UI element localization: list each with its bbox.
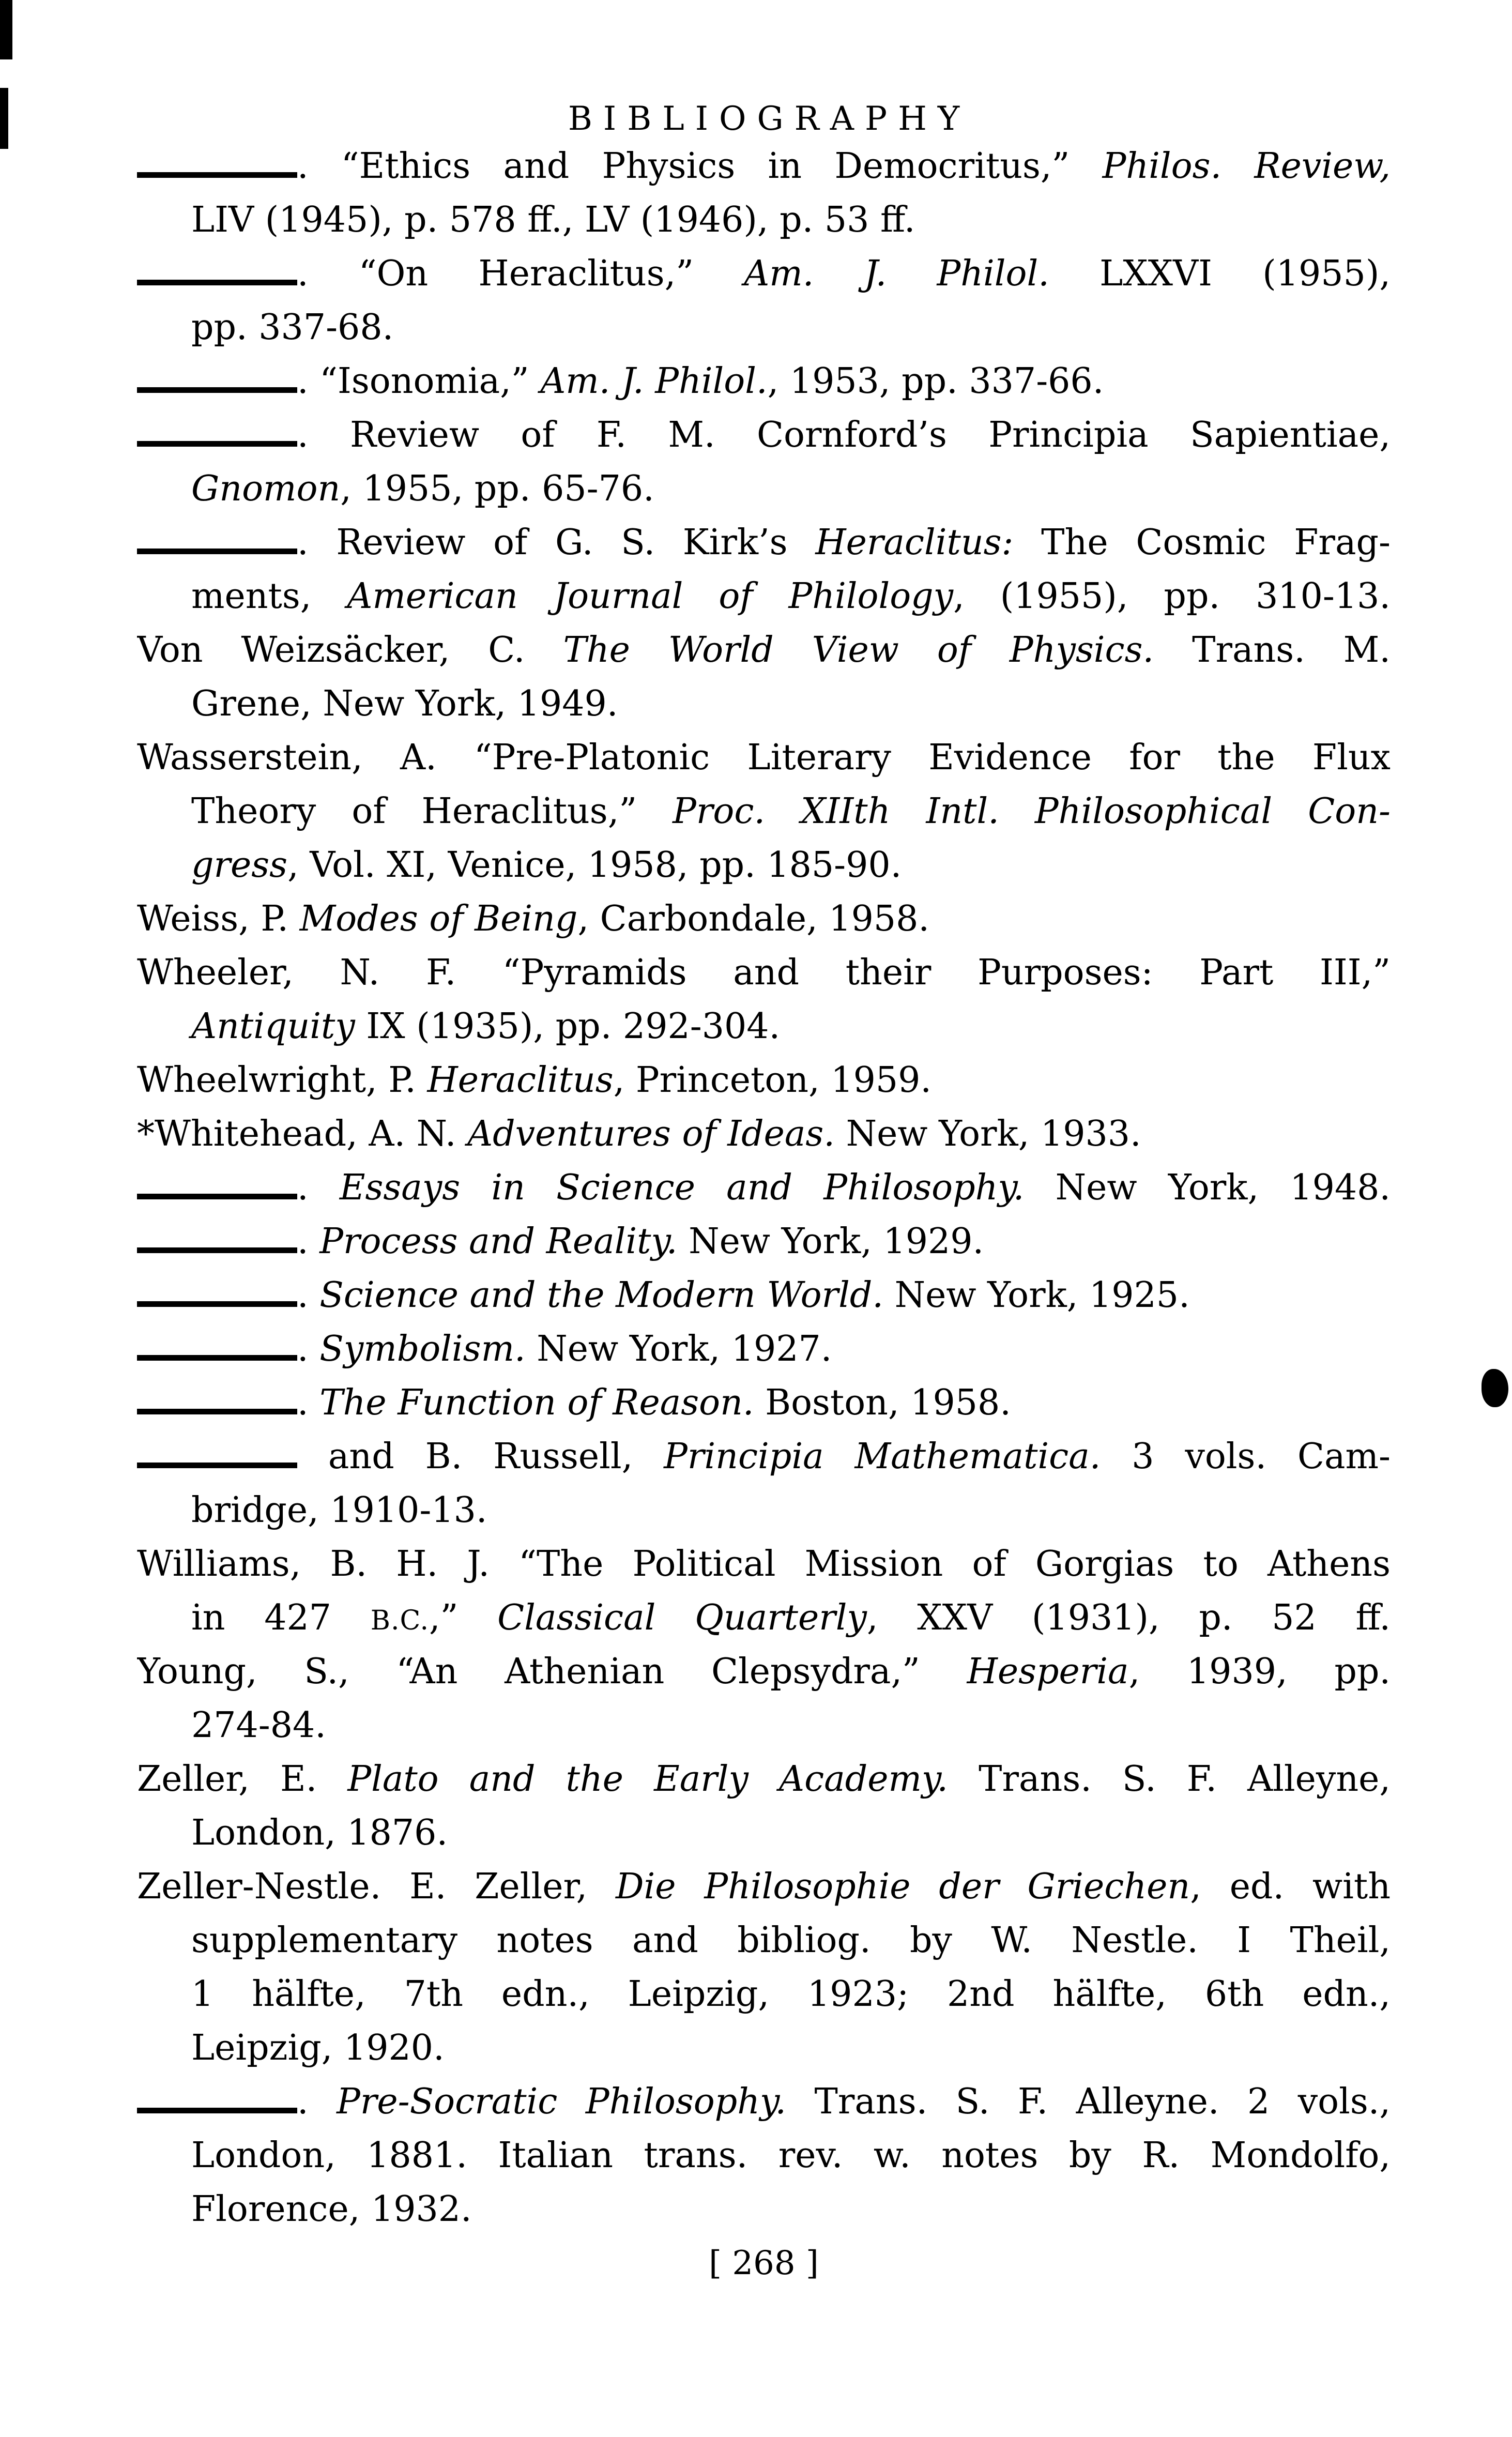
text: Wheeler, N. F. “Pyramids and their Purposes: Part III,” — [137, 952, 1391, 993]
bibliography-line — [137, 1591, 1391, 1645]
bibliography-line — [137, 1269, 1391, 1322]
same-author-dash — [137, 387, 297, 393]
bibliography-line — [137, 193, 1391, 247]
bibliography-entry — [137, 408, 1391, 516]
bibliography-line — [137, 2075, 1391, 2129]
text: The Cosmic Frag- — [1013, 522, 1391, 563]
italic-text: American Journal of Philology — [347, 576, 954, 617]
text: LIV (1945), p. 578 ff., LV (1946), p. 53 ff. — [191, 200, 915, 240]
same-author-dash — [137, 280, 297, 285]
bibliography-line — [137, 892, 1391, 946]
italic-text: Modes of Being — [299, 898, 578, 939]
text: Wheelwright, P. — [137, 1060, 427, 1101]
page-title: BIBLIOGRAPHY — [568, 100, 971, 138]
bibliography-entry — [137, 1753, 1391, 1860]
bibliography-line — [137, 677, 1391, 731]
bibliography-line — [137, 301, 1391, 355]
bibliography-line — [137, 408, 1391, 462]
bibliography-entry — [137, 247, 1391, 355]
bibliography-line — [137, 839, 1391, 892]
bibliography-line — [137, 2129, 1391, 2183]
italic-text: Philos. Review, — [1102, 146, 1391, 187]
italic-text: Proc. XIIth Intl. Philosophical Con- — [673, 791, 1391, 832]
text: . “Isonomia,” — [297, 361, 541, 402]
text: pp. 337-68. — [191, 307, 394, 348]
bibliography-entry — [137, 1645, 1391, 1753]
text: Zeller, E. — [137, 1759, 348, 1800]
bibliography-line — [137, 731, 1391, 785]
text: . — [297, 2081, 337, 2122]
text: Zeller-Nestle. E. Zeller, — [137, 1866, 616, 1907]
italic-text: Adventures of Ideas. — [467, 1114, 835, 1154]
text: , XXV (1931), p. 52 ff. — [866, 1597, 1391, 1638]
text: Theory of Heraclitus,” — [191, 791, 673, 832]
text: Wasserstein, A. “Pre-Platonic Literary Evidence for the Flux — [137, 737, 1391, 778]
text: . — [297, 1221, 320, 1262]
italic-text: Die Philosophie der Griechen — [615, 1866, 1190, 1907]
italic-text: Heraclitus: — [815, 522, 1014, 563]
text: Von Weizsäcker, C. — [137, 630, 563, 671]
bibliography-entry — [137, 1537, 1391, 1645]
italic-text: Am. J. Philol. — [744, 253, 1049, 294]
bibliography-entry — [137, 2075, 1391, 2236]
italic-text: Plato and the Early Academy. — [347, 1759, 949, 1800]
same-author-dash — [137, 1355, 297, 1361]
text: 3 vols. Cam- — [1101, 1436, 1391, 1477]
text: . “On Heraclitus,” — [297, 253, 744, 294]
bibliography-line — [137, 623, 1391, 677]
bibliography-entry — [137, 623, 1391, 731]
text: 274-84. — [191, 1705, 326, 1746]
italic-text: Am. J. Philol. — [540, 361, 768, 402]
text: IX (1935), pp. 292-304. — [355, 1006, 781, 1047]
bibliography-entry — [137, 892, 1391, 946]
text: . — [297, 1382, 320, 1423]
text: Weiss, P. — [137, 898, 300, 939]
same-author-dash — [137, 2108, 297, 2113]
bibliography-line — [137, 140, 1391, 193]
bibliography-line — [137, 1806, 1391, 1860]
text: , 1953, pp. 337-66. — [767, 361, 1104, 402]
text: . — [297, 1275, 320, 1316]
italic-text: Classical Quarterly — [497, 1597, 867, 1638]
bibliography-line — [137, 1968, 1391, 2021]
bibliography-line — [137, 1215, 1391, 1269]
same-author-dash — [137, 1301, 297, 1307]
text: New York, 1927. — [525, 1329, 832, 1369]
page-number: [ 268 ] — [709, 2244, 819, 2282]
text: , 1955, pp. 65-76. — [340, 468, 654, 509]
bibliography-line — [137, 247, 1391, 301]
text: New York, 1948. — [1024, 1167, 1391, 1208]
text: . — [297, 1329, 320, 1369]
bibliography-line — [137, 1161, 1391, 1215]
bibliography-line — [137, 516, 1391, 570]
text: , Princeton, 1959. — [613, 1060, 931, 1101]
text: Trans. S. F. Alleyne, — [948, 1759, 1391, 1800]
bibliography-line — [137, 785, 1391, 839]
same-author-dash — [137, 1247, 297, 1253]
bibliography-line — [137, 1914, 1391, 1968]
text: New York, 1925. — [883, 1275, 1190, 1316]
bibliography-line — [137, 946, 1391, 1000]
text: Trans. M. — [1154, 630, 1391, 671]
italic-text: Pre-Socratic Philosophy. — [337, 2081, 787, 2122]
italic-text: gress — [191, 845, 288, 886]
italic-text: Gnomon — [191, 468, 341, 509]
bibliography-line — [137, 355, 1391, 408]
italic-text: Antiquity — [191, 1006, 355, 1047]
same-author-dash — [137, 1463, 297, 1468]
bibliography-line — [137, 1645, 1391, 1699]
bibliography-entry — [137, 1215, 1391, 1269]
text: Young, S., “An Athenian Clepsydra,” — [137, 1651, 967, 1692]
text: New York, 1929. — [677, 1221, 984, 1262]
bibliography-entry — [137, 946, 1391, 1054]
text: ments, — [191, 576, 347, 617]
bibliography-line — [137, 1000, 1391, 1054]
bibliography-line — [137, 1107, 1391, 1161]
bibliography-line — [137, 2183, 1391, 2236]
text: Florence, 1932. — [191, 2189, 472, 2230]
text: New York, 1933. — [834, 1114, 1141, 1154]
bibliography-line — [137, 1860, 1391, 1914]
text: , ed. with — [1190, 1866, 1391, 1907]
text: , 1939, pp. — [1128, 1651, 1391, 1692]
text: *Whitehead, A. N. — [137, 1114, 468, 1154]
text: , (1955), pp. 310-13. — [953, 576, 1391, 617]
italic-text: The Function of Reason. — [319, 1382, 754, 1423]
text: Leipzig, 1920. — [191, 2028, 445, 2068]
bibliography-line — [137, 1537, 1391, 1591]
text: . Review of F. M. Cornford’s Principia Sapientiae, — [297, 415, 1391, 455]
text: 1 hälfte, 7th edn., Leipzig, 1923; 2nd hälfte, 6th edn., — [191, 1974, 1391, 2015]
text: . “Ethics and Physics in Democritus,” — [297, 146, 1103, 187]
same-author-dash — [137, 1194, 297, 1199]
italic-text: Principia Mathematica. — [664, 1436, 1101, 1477]
bibliography-line — [137, 1376, 1391, 1430]
bibliography-entry — [137, 355, 1391, 408]
scan-artifact — [0, 88, 8, 149]
bibliography-line — [137, 2021, 1391, 2075]
text: , Carbondale, 1958. — [577, 898, 929, 939]
text: ,” — [429, 1597, 498, 1638]
bibliography-line — [137, 570, 1391, 623]
text: Williams, B. H. J. “The Political Mission of Gorgias to Athens — [137, 1544, 1391, 1585]
text: Grene, New York, 1949. — [191, 683, 618, 724]
text: in 427 — [191, 1597, 371, 1638]
bibliography-entry — [137, 1376, 1391, 1430]
bibliography-line — [137, 1484, 1391, 1537]
text: LXXVI (1955), — [1049, 253, 1391, 294]
bibliography-entry — [137, 1107, 1391, 1161]
bibliography-line — [137, 1699, 1391, 1753]
bibliography-entry — [137, 1430, 1391, 1537]
text: Boston, 1958. — [754, 1382, 1011, 1423]
bibliography-entry — [137, 516, 1391, 623]
bibliography-entry — [137, 1322, 1391, 1376]
text: . Review of G. S. Kirk’s — [297, 522, 816, 563]
text: and B. Russell, — [297, 1436, 664, 1477]
bibliography-entry — [137, 1161, 1391, 1215]
text: Trans. S. F. Alleyne. 2 vols., — [786, 2081, 1391, 2122]
italic-text: The World View of Physics. — [563, 630, 1154, 671]
bibliography-line — [137, 1054, 1391, 1107]
same-author-dash — [137, 1409, 297, 1414]
text: supplementary notes and bibliog. by W. Nestle. I Theil, — [191, 1920, 1391, 1961]
bibliography-line — [137, 1430, 1391, 1484]
bibliography-entry — [137, 1860, 1391, 2075]
text: London, 1876. — [191, 1812, 448, 1853]
bibliography-list — [137, 140, 1391, 2236]
italic-text: Essays in Science and Philosophy. — [339, 1167, 1025, 1208]
italic-text: Science and the Modern World. — [319, 1275, 883, 1316]
text: bridge, 1910-13. — [191, 1490, 487, 1531]
bibliography-entry — [137, 1054, 1391, 1107]
bibliography-entry — [137, 140, 1391, 247]
bibliography-entry — [137, 731, 1391, 892]
text: . — [297, 1167, 340, 1208]
same-author-dash — [137, 172, 297, 178]
bibliography-line — [137, 462, 1391, 516]
italic-text: Process and Reality. — [319, 1221, 678, 1262]
bibliography-line — [137, 1753, 1391, 1806]
bibliography-line — [137, 1322, 1391, 1376]
scan-artifact — [0, 0, 12, 59]
italic-text: Heraclitus — [427, 1060, 614, 1101]
text: London, 1881. Italian trans. rev. w. notes by R. Mondolfo, — [191, 2135, 1391, 2176]
bibliography-entry — [137, 1269, 1391, 1322]
same-author-dash — [137, 441, 297, 447]
italic-text: Symbolism. — [319, 1329, 526, 1369]
same-author-dash — [137, 549, 297, 554]
small-caps-text: B.C. — [370, 1605, 430, 1636]
italic-text: Hesperia — [967, 1651, 1129, 1692]
text: , Vol. XI, Venice, 1958, pp. 185-90. — [287, 845, 902, 886]
scan-artifact — [1482, 1369, 1508, 1407]
